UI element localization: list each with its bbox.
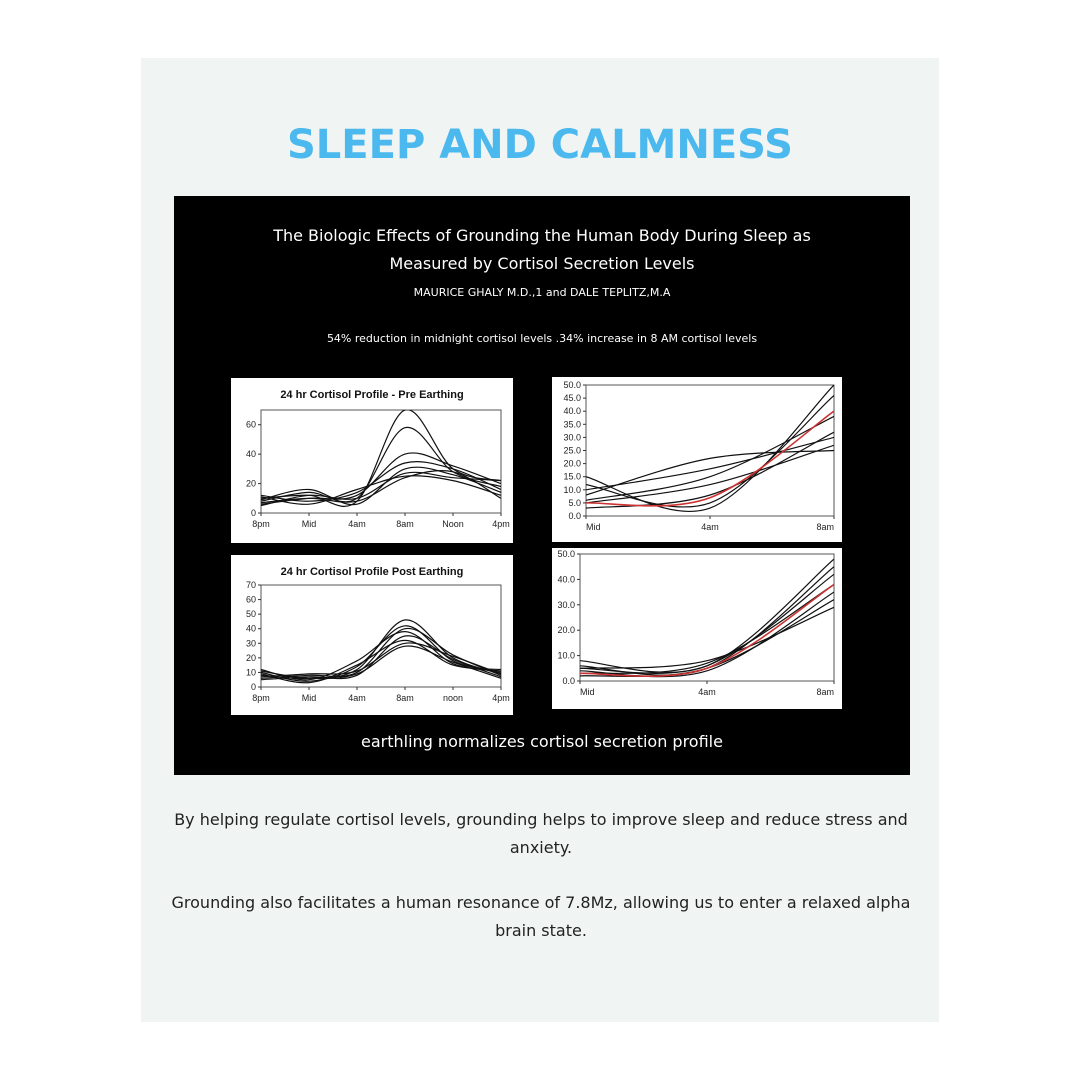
series-line [586,437,834,489]
series-line [580,567,834,675]
body-paragraph-1: By helping regulate cortisol levels, grounding helps to improve sleep and reduce stress and anxiety. [174,810,908,857]
page-heading: SLEEP AND CALMNESS [287,122,793,168]
x-tick-label: 4am [701,522,719,532]
study-title-line1: The Biologic Effects of Grounding the Human Body During Sleep as [273,226,811,245]
y-tick-label: 60 [245,419,256,430]
series-line-highlight [580,585,834,677]
series-line [586,432,834,508]
chart-title: 24 hr Cortisol Profile - Pre Earthing [280,389,464,401]
x-tick-label: 8am [816,687,834,697]
y-tick-label: 0 [250,682,256,692]
study-authors: MAURICE GHALY M.D.,1 and DALE TEPLITZ,M.A [413,286,671,299]
series-line [580,592,834,677]
chart-svg [552,548,842,709]
y-tick-label: 10 [245,667,256,678]
chart-svg [231,378,513,543]
y-tick-label: 50.0 [563,380,581,390]
y-tick-label: 10.0 [563,484,581,495]
series-line [586,451,834,496]
y-tick-label: 0 [250,508,256,518]
chart-pre-earthing [231,378,513,543]
y-tick-label: 30.0 [563,432,581,443]
y-tick-label: 40.0 [563,406,581,417]
chart-post-detail [552,548,842,709]
plot-frame [586,385,834,516]
x-tick-label: Mid [301,693,317,703]
y-tick-label: 0.0 [568,511,581,521]
x-tick-label: 4am [348,519,366,529]
y-tick-label: 20.0 [563,458,581,469]
body-paragraph-2: Grounding also facilitates a human resonance of 7.8Mz, allowing us to enter a relaxed alpha brain state. [171,893,911,940]
y-tick-label: 60 [245,594,256,605]
y-tick-label: 0.0 [562,676,575,686]
x-tick-label: 8pm [252,693,270,703]
y-tick-label: 15.0 [563,471,581,482]
series-line [580,607,834,668]
study-title-line2: Measured by Cortisol Secretion Levels [389,254,695,273]
y-tick-label: 50 [245,609,256,620]
y-tick-label: 20.0 [557,625,575,636]
y-tick-label: 45.0 [563,393,581,404]
study-findings: 54% reduction in midnight cortisol levels .34% increase in 8 AM cortisol levels [326,332,758,345]
x-tick-label: 8am [396,693,414,703]
y-tick-label: 70 [245,580,256,590]
study-title [174,222,910,278]
chart-pre-detail [552,377,842,542]
series-line [261,410,501,507]
study-caption: earthling normalizes cortisol secretion profile [361,732,723,751]
y-tick-label: 30.0 [557,599,575,610]
x-tick-label: 8am [816,522,834,532]
x-tick-label: noon [442,693,464,703]
x-tick-label: 8pm [252,519,270,529]
x-tick-label: Mid [580,687,595,697]
x-tick-label: Noon [442,519,464,529]
x-tick-label: 4am [348,693,366,703]
series-line [580,574,834,673]
series-line [261,646,501,679]
x-tick-label: Mid [586,522,601,532]
y-tick-label: 5.0 [568,497,581,508]
x-tick-label: 4am [698,687,716,697]
chart-svg [552,377,842,542]
x-tick-label: 8am [396,519,414,529]
x-tick-label: 4pm [492,693,510,703]
series-line [580,559,834,672]
y-tick-label: 20 [245,652,256,663]
chart-svg [231,555,513,715]
y-tick-label: 40 [245,623,256,634]
y-tick-label: 30 [245,638,256,649]
plot-frame [580,554,834,681]
y-tick-label: 40.0 [557,574,575,585]
y-tick-label: 25.0 [563,445,581,456]
y-tick-label: 20 [245,478,256,489]
x-tick-label: Mid [301,519,317,529]
series-line [586,385,834,511]
chart-title: 24 hr Cortisol Profile Post Earthing [280,566,464,578]
series-line [580,585,834,674]
x-tick-label: 4pm [492,519,510,529]
chart-post-earthing [231,555,513,715]
y-tick-label: 40 [245,449,256,460]
plot-frame [261,585,501,687]
y-tick-label: 35.0 [563,419,581,430]
study-panel [174,196,910,775]
y-tick-label: 10.0 [557,650,575,661]
y-tick-label: 50.0 [557,549,575,559]
